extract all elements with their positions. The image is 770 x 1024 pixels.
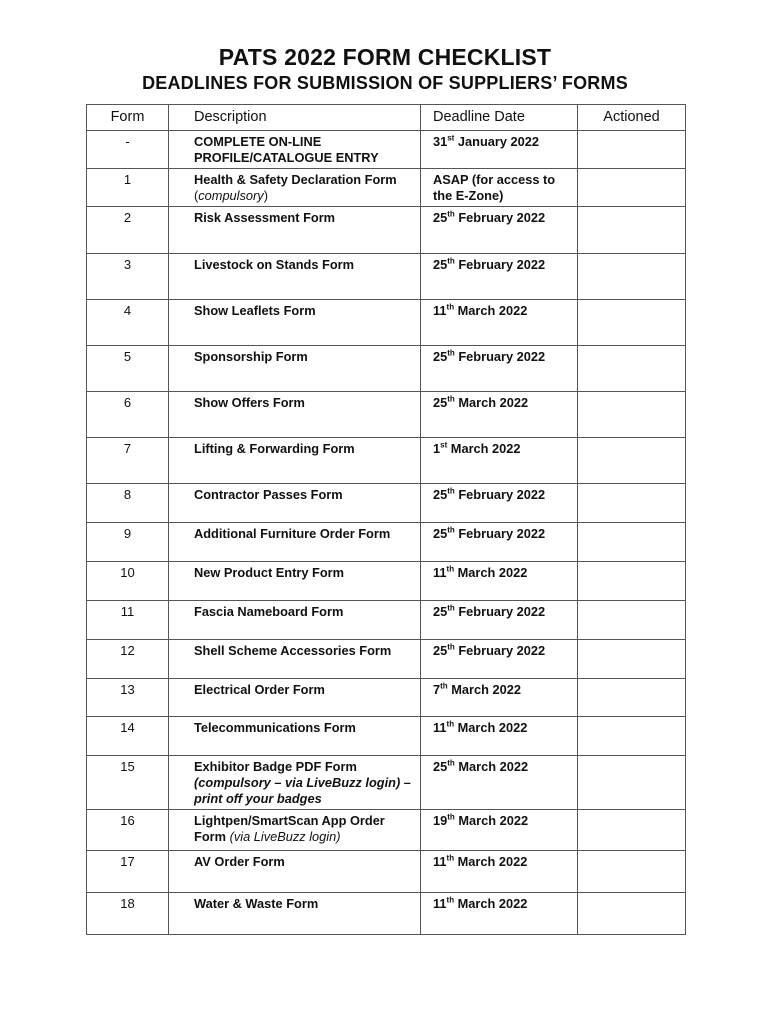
form-description-note: (compulsory – via LiveBuzz login) – print off your badges — [194, 775, 411, 806]
form-number-cell: 17 — [87, 851, 169, 893]
form-number-cell: 14 — [87, 717, 169, 756]
form-description-text: Water & Waste Form — [194, 896, 319, 911]
actioned-cell[interactable] — [578, 300, 686, 346]
table-row — [87, 207, 686, 254]
table-header-row — [87, 105, 686, 131]
form-description-cell — [169, 717, 421, 756]
form-description-cell — [169, 346, 421, 392]
form-description-cell — [169, 438, 421, 484]
form-description-cell — [169, 300, 421, 346]
form-description-cell — [169, 523, 421, 562]
deadline-date-cell: 25th March 2022 — [421, 756, 578, 810]
form-description-text: Risk Assessment Form — [194, 210, 336, 225]
deadline-date-cell: 11th March 2022 — [421, 893, 578, 935]
deadline-date-cell: 25th February 2022 — [421, 601, 578, 640]
table-row — [87, 756, 686, 810]
deadline-date-cell: 31st January 2022 — [421, 131, 578, 169]
form-description-cell — [169, 207, 421, 254]
form-number-cell: 13 — [87, 679, 169, 717]
deadline-date-cell: 11th March 2022 — [421, 717, 578, 756]
page-title: PATS 2022 FORM CHECKLIST — [218, 44, 552, 70]
deadline-date-cell: 11th March 2022 — [421, 851, 578, 893]
form-number-cell: 7 — [87, 438, 169, 484]
table-row — [87, 717, 686, 756]
actioned-cell[interactable] — [578, 893, 686, 935]
actioned-cell[interactable] — [578, 484, 686, 523]
form-description-cell — [169, 893, 421, 935]
form-description-text: Additional Furniture Order Form — [194, 526, 391, 541]
deadline-date-cell: 11th March 2022 — [421, 562, 578, 601]
table-row — [87, 601, 686, 640]
table-row — [87, 438, 686, 484]
actioned-cell[interactable] — [578, 392, 686, 438]
form-description-text: Exhibitor Badge PDF Form — [194, 759, 357, 774]
deadline-date-cell: 25th February 2022 — [421, 207, 578, 254]
actioned-cell[interactable] — [578, 717, 686, 756]
form-number-cell: 2 — [87, 207, 169, 254]
form-description-cell — [169, 810, 421, 851]
form-description-cell — [169, 756, 421, 810]
form-number-cell: 9 — [87, 523, 169, 562]
form-description-text: Electrical Order Form — [194, 682, 325, 697]
form-description-text: Livestock on Stands Form — [194, 257, 354, 272]
deadline-date-cell: ASAP (for access to the E-Zone) — [421, 169, 578, 207]
form-description-text: Show Leaflets Form — [194, 303, 316, 318]
header-description: Description — [169, 105, 421, 131]
form-description-text: Fascia Nameboard Form — [194, 604, 344, 619]
form-description-note: (via LiveBuzz login) — [229, 829, 341, 844]
deadline-date-cell: 25th February 2022 — [421, 484, 578, 523]
actioned-cell[interactable] — [578, 562, 686, 601]
form-number-cell: 5 — [87, 346, 169, 392]
form-description-cell — [169, 484, 421, 523]
deadline-date-cell: 25th February 2022 — [421, 346, 578, 392]
form-number-cell: 18 — [87, 893, 169, 935]
actioned-cell[interactable] — [578, 810, 686, 851]
actioned-cell[interactable] — [578, 131, 686, 169]
form-number-cell: 16 — [87, 810, 169, 851]
form-description-cell — [169, 131, 421, 169]
form-description-cell — [169, 679, 421, 717]
form-description-text: Lifting & Forwarding Form — [194, 441, 355, 456]
form-description-cell — [169, 851, 421, 893]
deadline-date-cell: 19th March 2022 — [421, 810, 578, 851]
form-number-cell: - — [87, 131, 169, 169]
actioned-cell[interactable] — [578, 601, 686, 640]
deadline-date-cell: 25th February 2022 — [421, 523, 578, 562]
actioned-cell[interactable] — [578, 640, 686, 679]
form-description-text: Show Offers Form — [194, 395, 305, 410]
deadline-date-cell: 25th February 2022 — [421, 254, 578, 300]
form-description-text: Sponsorship Form — [194, 349, 308, 364]
table-row — [87, 893, 686, 935]
form-number-cell: 15 — [87, 756, 169, 810]
header-deadline: Deadline Date — [421, 105, 578, 131]
table-row — [87, 810, 686, 851]
form-description-note: (compulsory) — [194, 188, 268, 203]
deadline-date-cell: 25th March 2022 — [421, 392, 578, 438]
actioned-cell[interactable] — [578, 851, 686, 893]
form-number-cell: 3 — [87, 254, 169, 300]
table-row — [87, 640, 686, 679]
form-description-text: New Product Entry Form — [194, 565, 345, 580]
table-row — [87, 346, 686, 392]
form-checklist-table — [86, 104, 686, 935]
table-row — [87, 300, 686, 346]
form-description-text: Lightpen/SmartScan App Order Form — [194, 813, 385, 844]
form-number-cell: 8 — [87, 484, 169, 523]
form-number-cell: 12 — [87, 640, 169, 679]
deadline-date-cell: 11th March 2022 — [421, 300, 578, 346]
form-description-text: Shell Scheme Accessories Form — [194, 643, 392, 658]
table-row — [87, 851, 686, 893]
actioned-cell[interactable] — [578, 254, 686, 300]
deadline-date-cell: 25th February 2022 — [421, 640, 578, 679]
actioned-cell[interactable] — [578, 438, 686, 484]
actioned-cell[interactable] — [578, 756, 686, 810]
form-description-cell — [169, 392, 421, 438]
form-description-cell — [169, 562, 421, 601]
actioned-cell[interactable] — [578, 207, 686, 254]
table-row — [87, 523, 686, 562]
form-description-cell — [169, 601, 421, 640]
form-description-cell — [169, 254, 421, 300]
form-number-cell: 10 — [87, 562, 169, 601]
form-number-cell: 4 — [87, 300, 169, 346]
table-row — [87, 392, 686, 438]
actioned-cell[interactable] — [578, 679, 686, 717]
form-number-cell: 6 — [87, 392, 169, 438]
header-actioned: Actioned — [578, 105, 686, 131]
table-body — [87, 131, 686, 935]
form-number-cell: 1 — [87, 169, 169, 207]
table-row — [87, 562, 686, 601]
deadline-date-cell: 1st March 2022 — [421, 438, 578, 484]
form-description-text: AV Order Form — [194, 854, 285, 869]
table-row — [87, 679, 686, 717]
form-description-text: Health & Safety Declaration Form — [194, 172, 397, 187]
deadline-date-cell: 7th March 2022 — [421, 679, 578, 717]
form-description-cell — [169, 169, 421, 207]
actioned-cell[interactable] — [578, 523, 686, 562]
header-form: Form — [87, 105, 169, 131]
table-row — [87, 131, 686, 169]
actioned-cell[interactable] — [578, 169, 686, 207]
form-description-text: Contractor Passes Form — [194, 487, 343, 502]
form-number-cell: 11 — [87, 601, 169, 640]
table-row — [87, 254, 686, 300]
table-row — [87, 484, 686, 523]
form-description-text: COMPLETE ON-LINE PROFILE/CATALOGUE ENTRY — [194, 134, 379, 165]
actioned-cell[interactable] — [578, 346, 686, 392]
form-description-cell — [169, 640, 421, 679]
form-description-text: Telecommunications Form — [194, 720, 356, 735]
page-subtitle: DEADLINES FOR SUBMISSION OF SUPPLIERS’ FORMS — [142, 73, 628, 93]
table-row — [87, 169, 686, 207]
